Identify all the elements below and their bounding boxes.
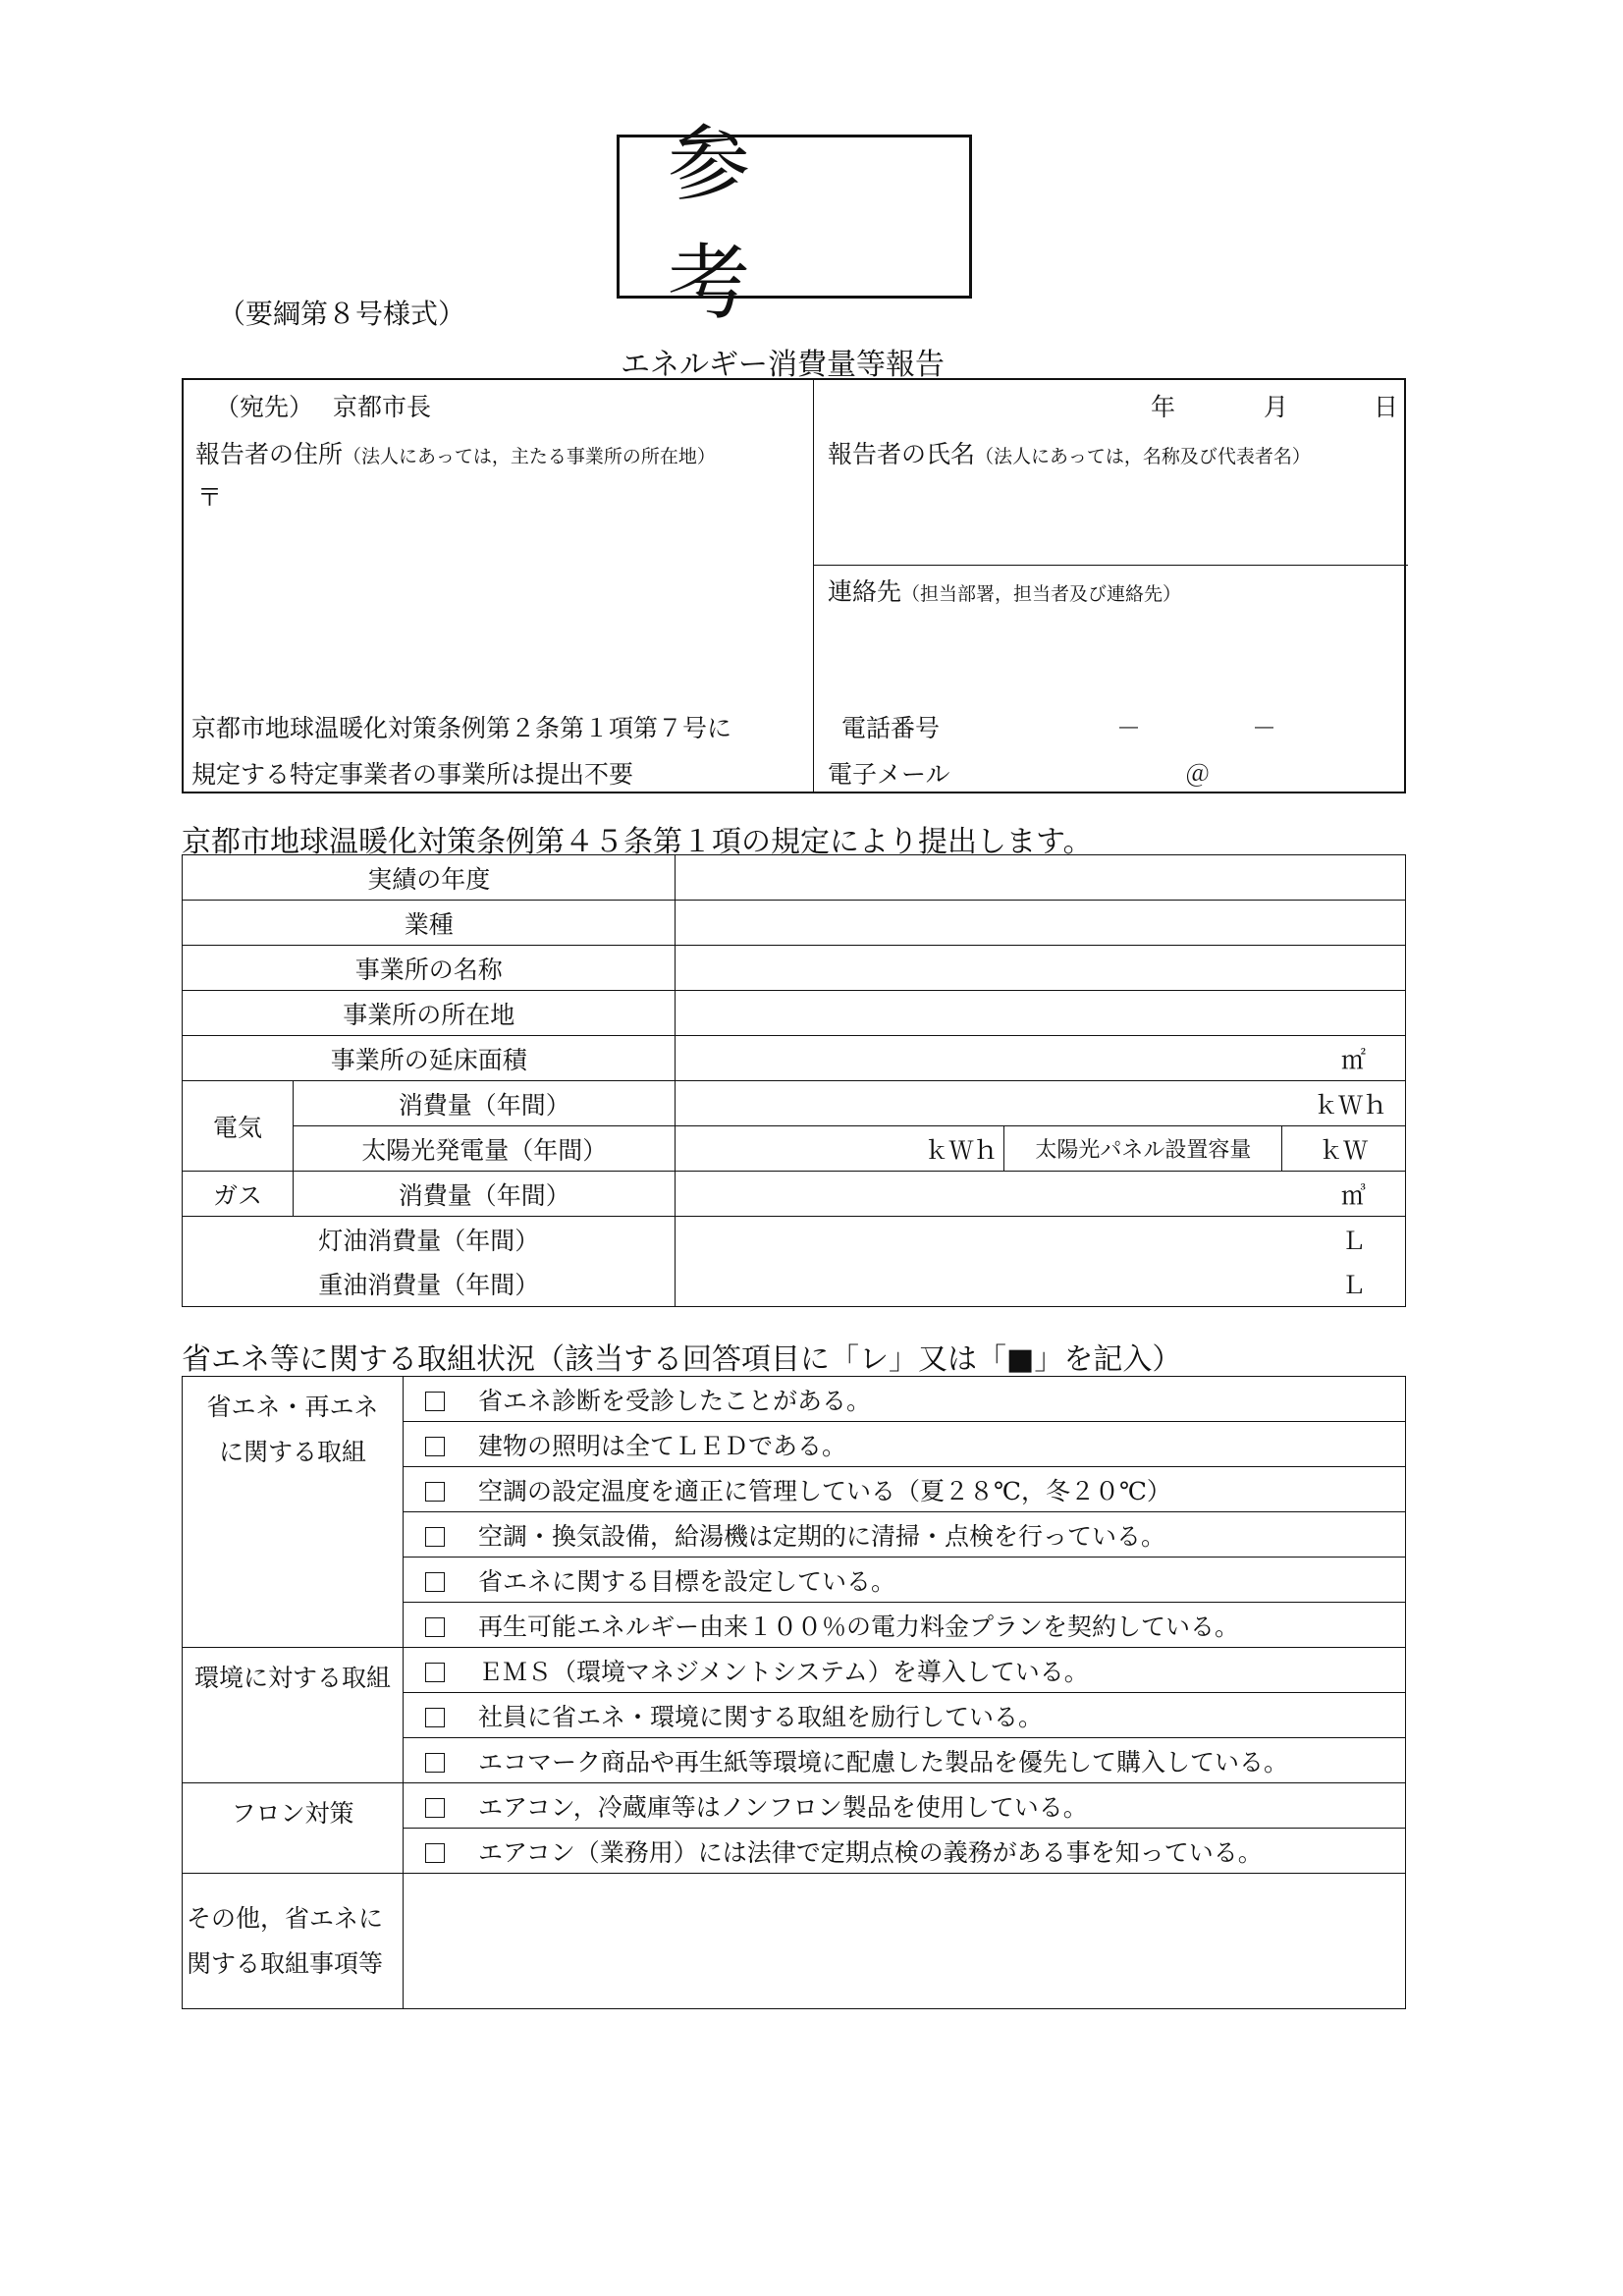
checklist-item[interactable] <box>404 1648 1406 1693</box>
gas-unit[interactable]: ㎥ <box>676 1172 1406 1217</box>
phone-separator-2: － <box>1252 714 1277 742</box>
reference-stamp: 参 考 <box>617 135 972 299</box>
reporter-address-label: 報告者の住所 <box>195 440 344 468</box>
checklist-item-label: 空調・換気設備，給湯機は定期的に清掃・点検を行っている。 <box>478 1521 1166 1551</box>
table-row <box>183 855 1406 901</box>
checkbox[interactable] <box>425 1753 445 1773</box>
floor-area-label: 事業所の延床面積 <box>183 1036 676 1081</box>
phone-label: 電話番号 <box>841 714 941 742</box>
reporter-name-heading <box>828 435 1311 470</box>
checklist-item-label: 省エネに関する目標を設定している。 <box>478 1566 896 1596</box>
checkbox[interactable] <box>425 1663 445 1682</box>
contact-note: （担当部署，担当者及び連絡先） <box>901 583 1182 605</box>
checkbox[interactable] <box>425 1527 445 1547</box>
date-year: 年 <box>1151 393 1176 421</box>
checklist-item[interactable] <box>404 1512 1406 1558</box>
gas-label: ガス <box>183 1172 294 1217</box>
table-row <box>183 1081 1406 1126</box>
other-category-line2: 関する取組事項等 <box>187 1948 384 1978</box>
electricity-label: 電気 <box>183 1081 294 1172</box>
environment-category: 環境に対する取組 <box>183 1648 404 1783</box>
postal-mark: 〒 <box>197 483 223 512</box>
table-row <box>183 1648 1406 1693</box>
checkbox[interactable] <box>425 1392 445 1411</box>
checkbox[interactable] <box>425 1843 445 1863</box>
checklist-item[interactable] <box>404 1829 1406 1874</box>
table-row <box>183 1217 1406 1262</box>
reporter-address-heading <box>195 435 716 470</box>
report-table <box>182 854 1406 1307</box>
reporter-address-note: （法人にあっては，主たる事業所の所在地） <box>343 446 716 467</box>
reporter-info-block <box>182 378 1406 793</box>
checklist-item[interactable] <box>404 1377 1406 1422</box>
facility-location-label: 事業所の所在地 <box>183 991 676 1036</box>
contact-heading <box>828 573 1181 608</box>
checkbox[interactable] <box>425 1798 445 1818</box>
efforts-heading: 省エネ等に関する取組状況（該当する回答項目に「レ」又は「■」を記入） <box>182 1342 1182 1377</box>
checkbox[interactable] <box>425 1482 445 1502</box>
submission-statement: 京都市地球温暖化対策条例第４５条第１項の規定により提出します。 <box>182 825 1093 859</box>
reporter-name-label: 報告者の氏名 <box>828 440 976 468</box>
checklist-item[interactable] <box>404 1783 1406 1829</box>
facility-name-value[interactable] <box>676 946 1406 991</box>
checklist-item[interactable] <box>404 1467 1406 1512</box>
table-row <box>183 1783 1406 1829</box>
checklist-item[interactable] <box>404 1603 1406 1648</box>
other-category-line1: その他，省エネに <box>187 1903 384 1933</box>
freon-category: フロン対策 <box>183 1783 404 1874</box>
addressee-label: （宛先） <box>215 393 314 421</box>
energy-category <box>183 1377 404 1648</box>
table-row <box>183 1377 1406 1422</box>
heavy-oil-unit[interactable]: Ｌ <box>676 1262 1406 1307</box>
email-label: 電子メール <box>828 760 950 789</box>
kerosene-unit[interactable]: Ｌ <box>676 1217 1406 1262</box>
checklist-item-label: 再生可能エネルギー由来１００％の電力料金プランを契約している。 <box>478 1612 1240 1641</box>
checklist-item-label: エアコン，冷蔵庫等はノンフロン製品を使用している。 <box>478 1792 1088 1822</box>
energy-category-line2: に関する取組 <box>218 1438 366 1466</box>
checklist-item-label: エアコン（業務用）には法律で定期点検の義務がある事を知っている。 <box>478 1837 1263 1867</box>
checkbox[interactable] <box>425 1572 445 1592</box>
document-title: エネルギー消費量等報告 <box>621 348 945 382</box>
checklist-item-label: ＥＭＳ（環境マネジメントシステム）を導入している。 <box>478 1657 1089 1686</box>
exemption-note-line2: 規定する特定事業者の事業所は提出不要 <box>191 760 634 789</box>
facility-name-label: 事業所の名称 <box>183 946 676 991</box>
solar-generation-label: 太陽光発電量（年間） <box>294 1126 676 1172</box>
checklist-item[interactable] <box>404 1738 1406 1783</box>
elec-consumption-label: 消費量（年間） <box>294 1081 676 1126</box>
table-row <box>183 991 1406 1036</box>
reporter-name-note: （法人にあっては，名称及び代表者名） <box>975 446 1311 467</box>
table-row <box>183 1126 1406 1172</box>
table-row <box>183 1874 1406 2009</box>
checklist-item[interactable] <box>404 1422 1406 1467</box>
checkbox[interactable] <box>425 1617 445 1637</box>
checklist-item-label: 建物の照明は全てＬＥＤである。 <box>478 1431 847 1460</box>
energy-category-line1: 省エネ・再エネ <box>206 1393 379 1421</box>
industry-value[interactable] <box>676 901 1406 946</box>
table-row <box>183 1036 1406 1081</box>
checklist-item[interactable] <box>404 1558 1406 1603</box>
fiscal-year-value[interactable] <box>676 855 1406 901</box>
table-row <box>183 901 1406 946</box>
table-row <box>183 1172 1406 1217</box>
checklist-item[interactable] <box>404 1693 1406 1738</box>
efforts-table <box>182 1376 1406 2009</box>
elec-consumption-unit[interactable]: ｋＷｈ <box>676 1081 1406 1126</box>
table-row <box>183 946 1406 991</box>
checklist-item-label: 社員に省エネ・環境に関する取組を励行している。 <box>478 1702 1044 1731</box>
email-at: ＠ <box>1185 760 1211 789</box>
other-category <box>183 1874 404 2009</box>
kerosene-label: 灯油消費量（年間） <box>183 1217 676 1262</box>
checklist-item-label: エコマーク商品や再生紙等環境に配慮した製品を優先して購入している。 <box>478 1747 1289 1777</box>
other-efforts-field[interactable] <box>404 1874 1406 2009</box>
contact-label: 連絡先 <box>828 577 902 606</box>
date-day: 日 <box>1374 393 1399 421</box>
table-row <box>183 1262 1406 1307</box>
checkbox[interactable] <box>425 1708 445 1727</box>
exemption-note-line1: 京都市地球温暖化対策条例第２条第１項第７号に <box>191 714 732 742</box>
solar-capacity-unit[interactable]: ｋＷ <box>1282 1126 1406 1172</box>
addressee: 京都市長 <box>333 393 432 421</box>
floor-area-unit[interactable]: ㎡ <box>676 1036 1406 1081</box>
facility-location-value[interactable] <box>676 991 1406 1036</box>
phone-separator-1: － <box>1116 714 1142 742</box>
checklist-item-label: 空調の設定温度を適正に管理している（夏２８℃，冬２０℃） <box>478 1476 1171 1505</box>
checkbox[interactable] <box>425 1437 445 1456</box>
gas-consumption-label: 消費量（年間） <box>294 1172 676 1217</box>
fiscal-year-label: 実績の年度 <box>183 855 676 901</box>
form-number: （要綱第８号様式） <box>218 298 466 330</box>
date-month: 月 <box>1264 393 1289 421</box>
solar-capacity-label: 太陽光パネル設置容量 <box>1004 1126 1282 1172</box>
solar-generation-unit[interactable]: ｋＷｈ <box>676 1126 1004 1172</box>
checklist-item-label: 省エネ診断を受診したことがある。 <box>478 1386 872 1415</box>
heavy-oil-label: 重油消費量（年間） <box>183 1262 676 1307</box>
industry-label: 業種 <box>183 901 676 946</box>
